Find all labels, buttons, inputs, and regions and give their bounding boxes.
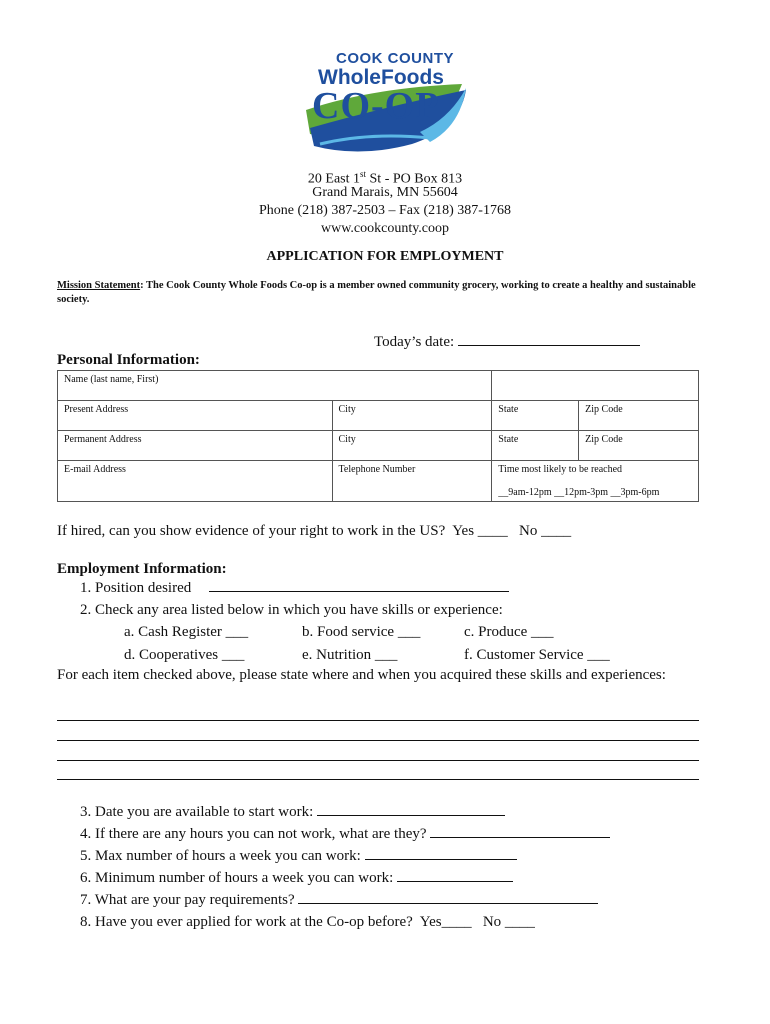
present-city-field[interactable]: City <box>332 401 492 431</box>
permanent-city-field[interactable]: City <box>332 431 492 461</box>
applied-before-row: 8. Have you ever applied for work at the Co-op before? Yes____ No ____ <box>80 914 535 930</box>
address-line-2: Grand Marais, MN 55604 <box>312 185 458 200</box>
right-to-work-yes[interactable]: Yes ____ <box>452 523 508 539</box>
present-state-field[interactable]: State <box>492 401 579 431</box>
name-field[interactable]: Name (last name, First) <box>58 371 492 401</box>
pay-requirements-input[interactable] <box>298 891 598 904</box>
name-field-extra[interactable] <box>492 371 699 401</box>
start-date-row: 3. Date you are available to start work: <box>80 801 505 823</box>
max-hours-input[interactable] <box>365 847 517 860</box>
max-hours-row: 5. Max number of hours a week you can work: <box>80 845 517 867</box>
website-link[interactable]: www.cookcounty.coop <box>320 221 450 236</box>
permanent-zip-field[interactable]: Zip Code <box>579 431 699 461</box>
logo-bottom-text: CO-OP <box>312 85 440 127</box>
todays-date-field: Today’s date: <box>374 333 640 351</box>
experience-line-4[interactable] <box>57 779 699 780</box>
right-to-work-question: If hired, can you show evidence of your right to work in the US? Yes ____ No ____ <box>57 523 572 539</box>
area-food-service[interactable]: b. Food service ___ <box>302 624 421 640</box>
area-produce[interactable]: c. Produce ___ <box>464 624 554 640</box>
time-reached-field[interactable]: Time most likely to be reached __9am-12pm __12pm-3pm __3pm-6pm <box>492 461 699 502</box>
skills-question: 2. Check any area listed below in which you have skills or experience: <box>80 602 503 618</box>
phone-fax: Phone (218) 387-2503 – Fax (218) 387-1768 <box>259 203 511 218</box>
applied-before-no[interactable]: No ____ <box>482 914 535 930</box>
telephone-field[interactable]: Telephone Number <box>332 461 492 502</box>
min-hours-input[interactable] <box>397 869 513 882</box>
area-customer-service[interactable]: f. Customer Service ___ <box>464 647 610 663</box>
right-to-work-no[interactable]: No ____ <box>519 523 572 539</box>
logo-middle-text: WholeFoods <box>318 66 444 89</box>
unavailable-hours-input[interactable] <box>430 825 610 838</box>
min-hours-row: 6. Minimum number of hours a week you can work: <box>80 867 513 889</box>
address-line-1: 20 East 1st St - PO Box 813 <box>307 169 463 187</box>
area-nutrition[interactable]: e. Nutrition ___ <box>302 647 398 663</box>
experience-line-3[interactable] <box>57 760 699 761</box>
experience-prompt: For each item checked above, please state where and when you acquired these skills and experiences: <box>57 667 666 683</box>
area-cash-register[interactable]: a. Cash Register ___ <box>124 624 249 640</box>
page-title: APPLICATION FOR EMPLOYMENT <box>266 249 504 264</box>
permanent-address-field[interactable]: Permanent Address <box>58 431 333 461</box>
logo-top-text: COOK COUNTY <box>336 50 454 67</box>
personal-info-table <box>57 370 699 502</box>
applied-before-yes[interactable]: Yes____ <box>419 914 472 930</box>
position-desired-row: 1. Position desired <box>80 577 509 599</box>
position-desired-input[interactable] <box>209 579 509 592</box>
unavailable-hours-row: 4. If there are any hours you can not work, what are they? <box>80 823 610 845</box>
personal-info-heading: Personal Information: <box>57 352 200 368</box>
present-zip-field[interactable]: Zip Code <box>579 401 699 431</box>
present-address-field[interactable]: Present Address <box>58 401 333 431</box>
email-field[interactable]: E-mail Address <box>58 461 333 502</box>
experience-line-1[interactable] <box>57 720 699 721</box>
pay-requirements-row: 7. What are your pay requirements? <box>80 889 598 911</box>
time-options[interactable]: __9am-12pm __12pm-3pm __3pm-6pm <box>498 487 660 498</box>
start-date-input[interactable] <box>317 803 505 816</box>
coop-logo <box>300 48 468 158</box>
experience-line-2[interactable] <box>57 740 699 741</box>
permanent-state-field[interactable]: State <box>492 431 579 461</box>
mission-statement: Mission Statement: The Cook County Whole Foods Co-op is a member owned community grocery, working to create a healthy and sustainable society. <box>57 280 696 305</box>
todays-date-input[interactable] <box>458 333 640 346</box>
employment-info-heading: Employment Information: <box>57 561 227 577</box>
area-cooperatives[interactable]: d. Cooperatives ___ <box>124 647 245 663</box>
